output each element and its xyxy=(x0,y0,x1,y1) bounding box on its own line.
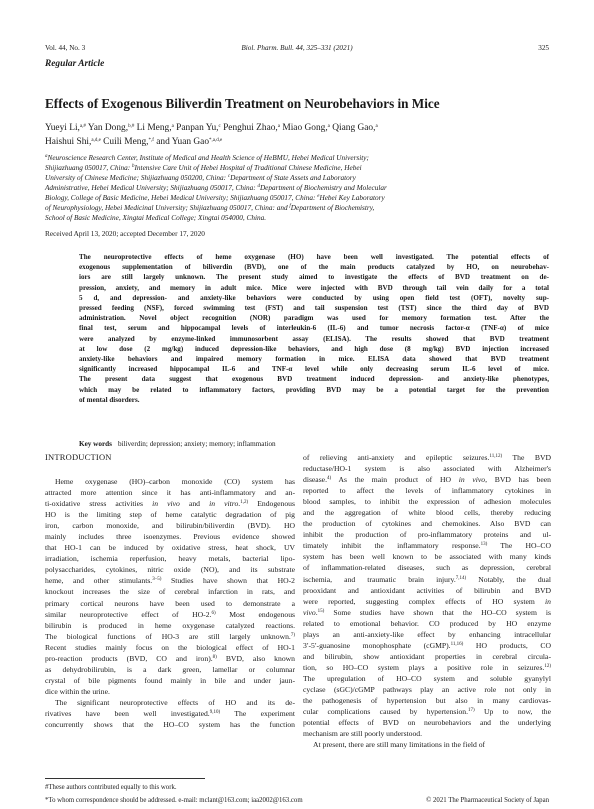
affil-sup: a xyxy=(327,124,330,129)
abstract-line: pressed feeding (NSF), forced swimming test (FST) and tail suspension test (TST) since the third day of BVD xyxy=(79,304,549,313)
body-line: knockout increases the size of cerebral infarction in rats, and xyxy=(45,587,295,597)
body-line: related to emotional behavior. CO produced by HO enzyme xyxy=(303,618,551,628)
affil-sup: a xyxy=(375,124,378,129)
affiliations xyxy=(45,153,552,223)
body-line: prooxidant and antioxidant activities of bilirubin and BVD xyxy=(303,585,551,595)
abstract-line: exogenous supplementation of biliverdin (BVD), one of the main products catalyzed by HO, on neurobehav- xyxy=(79,263,549,272)
body-line: bilirubin is produced in heme oxygenase catalyzed reactions. xyxy=(45,620,295,630)
received-dates: Received April 13, 2020; accepted December 17, 2020 xyxy=(45,229,205,238)
body-line: cyclase (sGC)/cGMP pathways play an active role not only in xyxy=(303,684,551,694)
affiliation-line: University of Chinese Medicine; Shijiazhuang 050200, China: $^c$Department of State Assets and Laboratory xyxy=(45,174,356,182)
page-number: 325 xyxy=(538,44,549,52)
body-line: concurrently shows that the HO–CO system has the function xyxy=(45,720,295,730)
affil-sup: b,# xyxy=(128,124,135,129)
affil-sup: c xyxy=(218,124,221,129)
body-line: mainly includes three isoenzymes. Previous evidence showed xyxy=(45,532,295,542)
body-line: similar neuroprotective effect of HO-2.$^{6)}$ Most endogenous xyxy=(45,609,295,619)
body-line: the production of cytokines and chemokines. Also BVD can xyxy=(303,519,551,529)
body-line: that HO-1 can be induced by oxidative stress, heat shock, UV xyxy=(45,543,295,553)
body-line: ti-oxidative stress activities in vivo and in vitro.$^{1,2)}$ Endogenous xyxy=(45,499,295,509)
abstract xyxy=(79,252,549,405)
abstract-line: were analyzed by enzyme-linked immunosorbent assay (ELISA). The results showed that BVD treatment xyxy=(79,334,549,343)
body-line: blood samples, to inhibit the expression of adhesion molecules xyxy=(303,497,551,507)
body-line: and bilirubin, show antioxidant properties in cerebral circula- xyxy=(303,651,551,661)
body-line: polysaccharides, cytokines, nitric oxide (NO), and its substrate xyxy=(45,565,295,575)
affil-sup: a,d,e xyxy=(91,138,101,143)
abstract-line: which may be related to inflammatory factors, providing BVD may be a potential target for the prevention xyxy=(79,385,549,394)
body-line: 3′-5′-guanosine monophosphate (cGMP).$^{11,16)}$ HO products, CO xyxy=(303,640,551,650)
body-line: Recent studies mainly focus on the biological effect of HO-1 xyxy=(45,642,295,652)
keywords-text: biliverdin; depression; anxiety; memory; inflammation xyxy=(117,440,276,448)
body-line: of relieving anti-anxiety and epileptic seizures.$^{11,12)}$ The BVD xyxy=(303,453,552,462)
abstract-line: of mental disorders. xyxy=(79,395,140,404)
body-line: ischemia, and traumatic brain injury.$^{7,14)}$ Notably, the dual xyxy=(303,574,552,584)
body-line: plays an anti-anxiety-like effect by enhancing intracellular xyxy=(303,629,551,639)
affil-sup: a xyxy=(277,124,281,129)
body-line: attracted more attention since it has anti-inflammatory and an- xyxy=(45,488,295,498)
body-line: of inflammation-related diseases, such as depression, cerebral xyxy=(303,563,551,573)
body-line: vivo.$^{15)}$ Some studies have shown that the HO–CO system is xyxy=(303,607,551,617)
abstract-line: iors are still largely unknown. The present study aimed to investigate the effects of BVD treatment on de- xyxy=(79,273,549,282)
affil-sup: a xyxy=(171,124,174,129)
journal-citation: Biol. Pharm. Bull. 44, 325–331 (2021) xyxy=(241,44,353,52)
affiliation-line: Administrative, Hebei Medical University; Shijiazhuang 050017, China: $^d$Department of Biochemistry and Molecular xyxy=(45,184,387,192)
copyright-notice: © 2021 The Pharmaceutical Society of Japan xyxy=(426,797,549,804)
body-line: as dehydrobilirubin, is a dark green, lamellar or columnar xyxy=(45,664,295,674)
body-line: heme, and other stimulants.$^{3-5)}$ Studies have shown that HO-2 xyxy=(45,576,295,586)
author-line: Yueyi Li,$^{a,\#}$ Yan Dong,$^{b,\#}$ Li Meng,$^a$ Panpan Yu,$^c$ Penghui Zhao,$^a$ Miao Gong,$^a$ Qiang Gao,$^a$ xyxy=(45,123,378,133)
body-line: At present, there are still many limitations in the field of xyxy=(313,740,486,750)
abstract-line: significantly increased hippocampal IL-6 and TNF-α level while only decreasing serum IL-6 level of mice. xyxy=(79,365,549,374)
body-line: crystal of bile pigments found mainly in bile and under jaun- xyxy=(45,675,295,685)
body-line: irradiation, ischemia reperfusion, heavy metals, bacterial lipo- xyxy=(45,554,295,564)
body-line: inhibit the production of pro-inflammatory proteins and ul- xyxy=(303,530,551,540)
abstract-line: pression, anxiety, and memory in adult mice. Mice were injected with BVD through tail vein daily for a total xyxy=(79,283,549,292)
body-line: iron, carbon monoxide, and bilirubin/biliverdin (BVD). HO xyxy=(45,521,295,531)
body-line: were reported, suggesting complex effects of HO system in xyxy=(303,596,551,606)
article-title: Effects of Exogenous Biliverdin Treatment on Neurobehaviors in Mice xyxy=(45,96,440,111)
body-line: disease.$^{4)}$ As the main product of HO in vivo, BVD has been xyxy=(303,475,551,485)
body-line: The biological functions of HO-3 are still largely unknown.$^{7)}$ xyxy=(45,631,295,641)
article-type: Regular Article xyxy=(45,59,105,69)
affil-sup: *,f xyxy=(148,138,154,143)
section-heading: INTRODUCTION xyxy=(45,452,112,462)
author-line: Haishui Shi,$^{a,d,e}$ Cuili Meng,$^{*,f}$ and Yuan Gao$^{*,a,d,e}$ xyxy=(45,137,223,147)
journal-volume: Vol. 44, No. 3 xyxy=(45,44,86,52)
affiliation-line: Shijiazhuang 050017, China: $^b$Intensive Care Unit of Hebei Hospital of Traditional Chinese Medicine, Hebei xyxy=(45,164,362,172)
body-line: primary cortical neurons have been used to demonstrate a xyxy=(45,598,295,608)
abstract-line: The present data suggest that exogenous BVD treatment induced depression- and anxiety-like phenotypes, xyxy=(79,375,549,384)
body-line: rivatives have been well investigated.$^{9,10)}$ The experiment xyxy=(45,708,295,718)
abstract-line: 5 d, and depression- and anxiety-like behaviors were conducted by using open field test (OFT), novelty sup- xyxy=(79,293,549,302)
abstract-line: administration. Novel object recognition (NOR) paradigm was used for memory formation test. After the xyxy=(79,314,549,323)
body-line: mechanism are still poorly understood. xyxy=(303,729,423,739)
body-line: the pathogenesis of hypertension but also in many cardiovas- xyxy=(303,696,551,706)
left-column xyxy=(45,476,295,730)
body-line: HO is the limiting step of heme catalytic degradation of pig xyxy=(45,510,295,520)
body-line: potential effects of BVD on neurobehaviors and the underlying xyxy=(303,718,551,728)
affiliation-line: School of Basic Medicine, Xingtai Medical College; Xingtai 054000, China. xyxy=(45,214,267,222)
footnote-correspondence: *To whom correspondence should be addressed. e-mail: mclant@163.com; iaa2002@163.com xyxy=(45,797,303,804)
body-line: and the aggregation of white blood cells, thereby reducing xyxy=(303,508,551,518)
body-line: cular complications caused by hypertension.$^{17)}$ Up to now, the xyxy=(303,707,551,717)
body-line: system has been well known to be associated with many kinds xyxy=(303,552,551,562)
affil-sup: *,a,d,e xyxy=(209,138,223,143)
body-line: timately inhibit the inflammatory response.$^{13)}$ The HO–CO xyxy=(303,541,551,551)
keywords-label: Key words xyxy=(79,440,112,448)
body-line: pro-reaction products (BVD, CO and iron).$^{8)}$ BVD, also known xyxy=(45,653,295,663)
abstract-line: The neuroprotective effects of heme oxygenase (HO) have been well investigated. The potential effects of xyxy=(79,253,549,261)
body-line: The significant neuroprotective effects of HO and its de- xyxy=(55,697,295,707)
affiliation-line: Biology, College of Basic Medicine, Hebei Medical University; Shijiazhuang 050017, China: $^e$Hebei Key Laboratory xyxy=(45,194,385,202)
body-line: reported to affect the levels of inflammatory cytokines in xyxy=(303,486,551,496)
affiliation-line: of Neurophysiology, Hebei Medicinal University; Shijiazhuang 050017, China: and $^f$Department of Biochemistry, xyxy=(45,204,375,212)
body-line: tion, so HO–CO system plays a positive role in seizures.$^{12)}$ xyxy=(303,662,551,672)
footnote-divider xyxy=(45,778,205,779)
abstract-line: at low dose (2 mg/kg) induced depression-like behaviors, and high dose (8 mg/kg) BVD injection increased xyxy=(79,344,549,353)
body-line: Heme oxygenase (HO)–carbon monoxide (CO) system has xyxy=(55,477,295,486)
right-column xyxy=(303,452,551,750)
affil-sup: a,# xyxy=(79,124,86,129)
abstract-line: final test, serum and hippocampal levels of interleukin-6 (IL-6) and tumor necrosis factor-α (TNF-α) of mice xyxy=(79,324,549,333)
body-line: dice within the urine. xyxy=(45,686,110,696)
keywords xyxy=(79,440,276,448)
body-line: The upregulation of HO–CO system and soluble gyanylyl xyxy=(303,673,551,683)
abstract-line: anxiety-like behaviors and impaired memory formation in mice. ELISA data showed that BVD treatment xyxy=(79,355,549,364)
body-line: reductase/HO-1 system is also associated with Alzheimer's xyxy=(303,464,551,474)
footnote-equal-contribution: #These authors contributed equally to this work. xyxy=(45,784,177,791)
affiliation-line: $^a$Neuroscience Research Center, Institute of Medical and Health Science of HeBMU, Hebei Medical University; xyxy=(45,154,369,162)
